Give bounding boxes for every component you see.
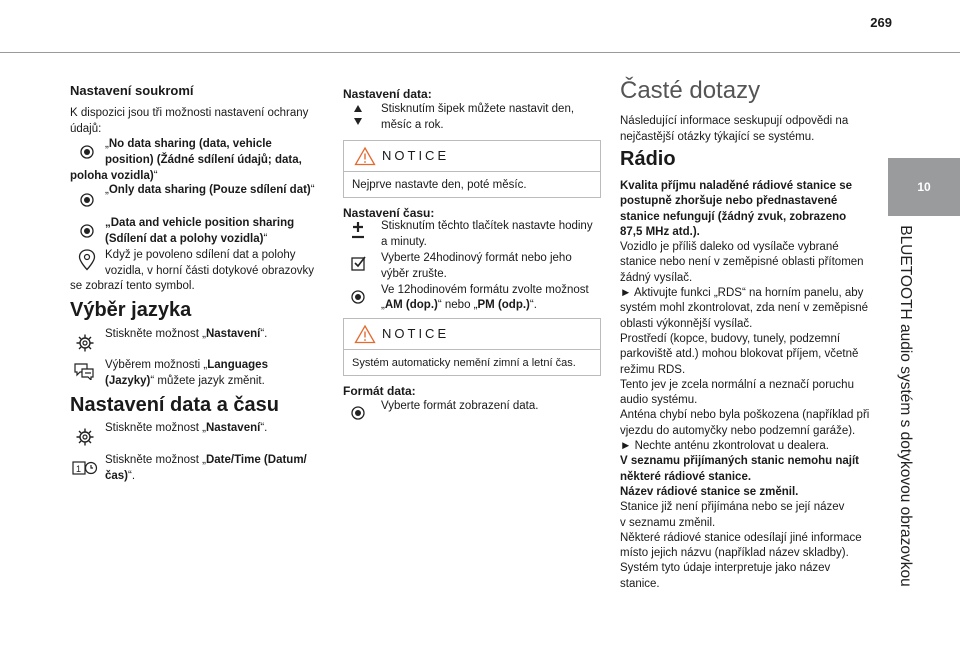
privacy-intro: K dispozici jsou tři možnosti nastavení ochrany údajů: bbox=[70, 107, 309, 135]
quote-close: “ bbox=[153, 170, 158, 182]
faq-line: žádný vysílač. bbox=[620, 271, 693, 284]
faq-line: stanice nefungují (žádný zvuk, zobrazeno bbox=[620, 210, 847, 223]
faq-line: postupně zhoršuje nebo přednastavené bbox=[620, 195, 838, 208]
notice-box-2 bbox=[343, 318, 601, 376]
notice-text: Systém automaticky nemění zimní a letní čas. bbox=[352, 357, 576, 369]
faq-line: stanice nebo není v zeměpisné oblasti přítomen bbox=[620, 256, 864, 269]
radio-faq-body bbox=[620, 179, 880, 592]
radio-heading: Rádio bbox=[620, 148, 676, 170]
notice-title: NOTICE bbox=[382, 326, 450, 342]
time-text-1: Stisknutím těchto tlačítek nastavte hodiny bbox=[381, 220, 593, 232]
up-down-arrows-icon bbox=[353, 104, 363, 126]
faq-line: ► Aktivujte funkci „RDS“ na horním panelu, aby bbox=[620, 287, 864, 300]
radio-on-icon bbox=[80, 224, 94, 238]
position-sharing-text-2: vozidla, v horní části dotykové obrazovky bbox=[105, 265, 315, 277]
faq-line: audio systému. bbox=[620, 394, 698, 407]
faq-line: Kvalita příjmu naladěné rádiové stanice se bbox=[620, 180, 853, 192]
time-text-4: výběr zrušte. bbox=[381, 268, 447, 280]
datetime-step-1: Stiskněte možnost „Nastavení“. bbox=[105, 422, 268, 434]
format-label: Formát data: bbox=[343, 384, 416, 398]
time-text-3: Vyberte 24hodinový formát nebo jeho bbox=[381, 252, 572, 264]
warning-triangle-icon bbox=[354, 146, 376, 166]
radio-on-icon bbox=[351, 406, 365, 420]
quote-open: „ bbox=[105, 138, 109, 150]
faq-line: některé rádiové stanice. bbox=[620, 470, 752, 483]
faq-line: ► Nechte anténu zkontrolovat u dealera. bbox=[620, 440, 829, 453]
faq-line: stanice. bbox=[620, 577, 660, 590]
notice-box-1 bbox=[343, 140, 601, 198]
date-text-2: měsíc a rok. bbox=[381, 119, 444, 131]
faq-line: Prostředí (kopce, budovy, tunely, podzemní bbox=[620, 332, 841, 345]
language-heading: Výběr jazyka bbox=[70, 299, 192, 321]
faq-line: systém mohl zkontrolovat, zda není v zeměpisné bbox=[620, 302, 869, 315]
language-step-1: Stiskněte možnost „Nastavení“. bbox=[105, 328, 268, 340]
time-text-5: Ve 12hodinovém formátu zvolte možnost bbox=[381, 284, 589, 296]
faq-line: v seznamu změnil. bbox=[620, 516, 716, 529]
privacy-option-3: „Data and vehicle position sharing bbox=[105, 217, 295, 229]
option-1-line-3: poloha vozidla) bbox=[70, 170, 154, 182]
privacy-heading: Nastavení soukromí bbox=[70, 83, 194, 98]
location-pin-icon bbox=[78, 249, 96, 271]
faq-line: Některé rádiové stanice odesílají jiné informace bbox=[620, 531, 862, 544]
plus-minus-icon bbox=[349, 221, 367, 241]
language-step-2: Výběrem možnosti „Languages bbox=[105, 359, 268, 371]
datetime-heading: Nastavení data a času bbox=[70, 394, 279, 416]
faq-line: režimu RDS. bbox=[620, 363, 686, 376]
time-text-6: „AM (dop.)“ nebo „PM (odp.)“. bbox=[381, 299, 537, 311]
faq-line: Název rádiové stanice se změnil. bbox=[620, 485, 799, 498]
warning-triangle-icon bbox=[354, 324, 376, 344]
faq-intro-2: nejčastější otázky týkající se systému. bbox=[620, 131, 815, 143]
chapter-title bbox=[885, 216, 925, 596]
faq-line: 87,5 MHz atd.). bbox=[620, 225, 700, 238]
option-1-line-2: position) (Žádné sdílení údajů; data, bbox=[105, 154, 302, 166]
faq-line: místo jejich názvu (například název skladby). bbox=[620, 547, 849, 560]
faq-line: Anténa chybí nebo byla poškozena (například při bbox=[620, 409, 870, 422]
faq-line: Systém tyto údaje interpretuje jako název bbox=[620, 562, 831, 575]
radio-on-icon bbox=[80, 145, 94, 159]
faq-line: Tento jev je zcela normální a neznačí poruchu bbox=[620, 378, 854, 391]
datetime-step-2: Stiskněte možnost „Date/Time (Datum/ bbox=[105, 454, 307, 466]
radio-on-icon bbox=[351, 290, 365, 304]
languages-label: (Jazyky) bbox=[105, 375, 151, 387]
faq-line: vjezdu do automyčky nebo podzemní garáže). bbox=[620, 424, 856, 437]
time-label: Nastavení času: bbox=[343, 206, 435, 220]
chapter-title-text: BLUETOOTH audio systém s dotykovou obrazovkou bbox=[897, 225, 914, 587]
notice-text: Nejprve nastavte den, poté měsíc. bbox=[352, 179, 527, 191]
faq-line: parkoviště atd.) mohou blokovat příjem, včetně bbox=[620, 348, 859, 361]
format-text: Vyberte formát zobrazení data. bbox=[381, 400, 539, 412]
header-divider bbox=[0, 52, 960, 53]
date-text-1: Stisknutím šipek můžete nastavit den, bbox=[381, 103, 575, 115]
chapter-tab: 10 bbox=[888, 158, 960, 216]
faq-line: oblasti výkonnější vysílač. bbox=[620, 317, 753, 330]
privacy-option-1 bbox=[105, 137, 330, 153]
faq-intro-1: Následující informace seskupují odpovědi na bbox=[620, 115, 849, 127]
faq-heading: Časté dotazy bbox=[620, 77, 761, 104]
faq-line: Vozidlo je příliš daleko od vysílače vybrané bbox=[620, 241, 839, 254]
datetime-label: čas) bbox=[105, 470, 129, 482]
time-text-2: a minuty. bbox=[381, 236, 427, 248]
position-sharing-text-1: Když je povoleno sdílení dat a polohy bbox=[105, 249, 296, 261]
gear-icon bbox=[76, 428, 94, 446]
svg-text:1: 1 bbox=[76, 464, 82, 474]
page-number: 269 bbox=[870, 15, 892, 30]
position-sharing-text-3: se zobrazí tento symbol. bbox=[70, 280, 195, 292]
notice-title: NOTICE bbox=[382, 148, 450, 164]
option-1-line-1: No data sharing (data, vehicle bbox=[108, 138, 272, 150]
date-label: Nastavení data: bbox=[343, 87, 432, 101]
language-icon bbox=[73, 362, 95, 380]
gear-icon bbox=[76, 334, 94, 352]
faq-line: V seznamu přijímaných stanic nemohu najít bbox=[620, 455, 860, 468]
checkbox-checked-icon bbox=[351, 255, 367, 271]
radio-on-icon bbox=[80, 193, 94, 207]
option-3-line-2: (Sdílení dat a polohy vozidla) bbox=[105, 233, 264, 245]
date-time-icon bbox=[72, 459, 98, 477]
faq-line: Stanice již není přijímána nebo se její název bbox=[620, 501, 845, 514]
privacy-option-2: „Only data sharing (Pouze sdílení dat)“ bbox=[105, 184, 315, 196]
